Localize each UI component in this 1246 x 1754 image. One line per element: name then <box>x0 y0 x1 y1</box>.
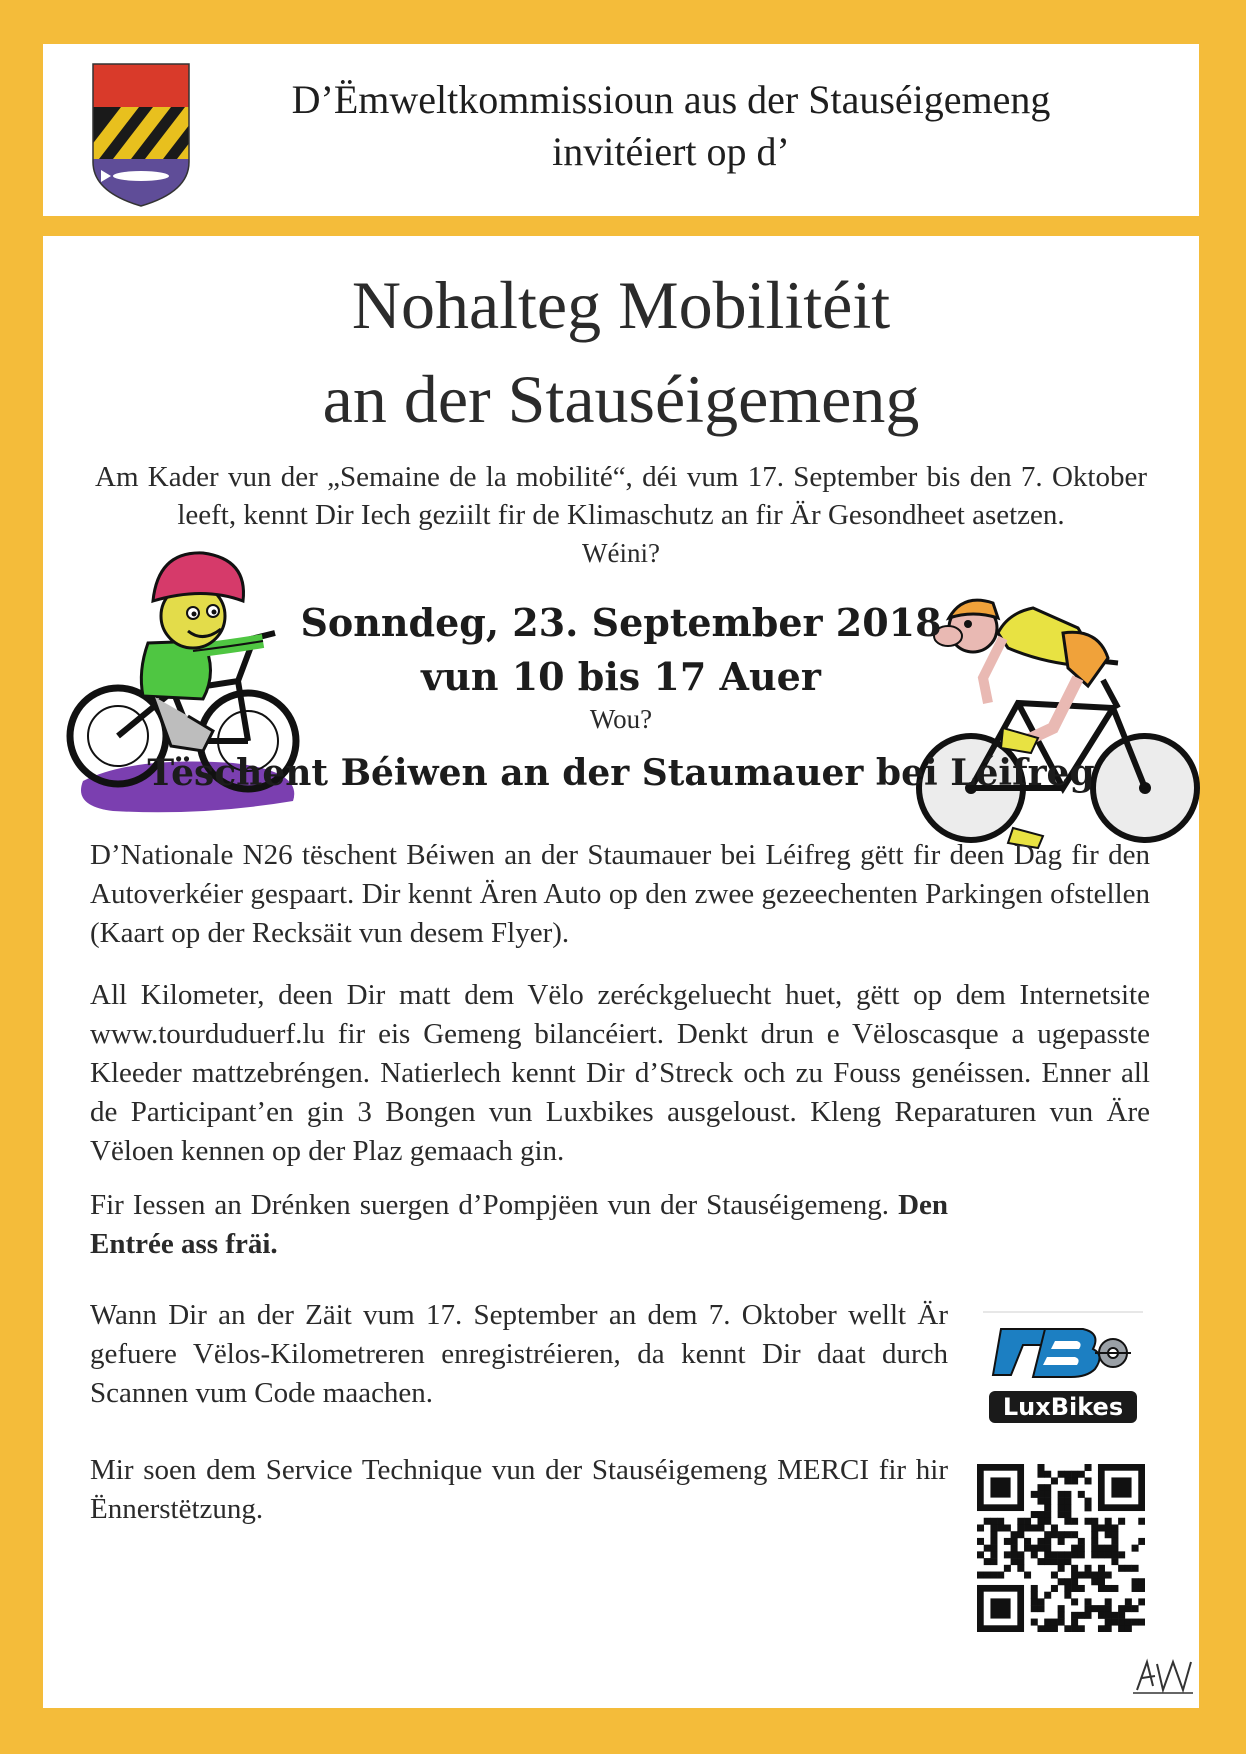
event-location: Tëschent Béiwen an der Staumauer bei Léifreg <box>147 752 1095 794</box>
header-line-1: D’Ëmweltkommissioun aus der Stauséigemeng <box>291 77 1051 122</box>
paragraph-food <box>90 1186 948 1264</box>
event-date: Sonndeg, 23. September 2018 <box>300 600 942 645</box>
header-text <box>203 74 1139 178</box>
when-question: Wéini? <box>582 538 660 568</box>
paragraph-thanks: Mir soen dem Service Technique vun der Stauséigemeng MERCI fir hir Ënnerstëtzung. <box>90 1454 948 1525</box>
luxbikes-logo-text: LuxBikes <box>1002 1393 1124 1421</box>
intro-paragraph: Am Kader vun der „Semaine de la mobilité“, déi vum 17. September bis den 7. Oktober leeft, kennt Dir Iech geziilt fir de Klimaschutz an fir Är Gesondheet asetzen. <box>95 461 1147 531</box>
event-time: vun 10 bis 17 Auer <box>421 654 821 699</box>
main-panel <box>43 236 1199 1708</box>
free-entry-text: Den Entrée ass fräi. <box>90 1189 949 1260</box>
title-line-2: an der Stauséigemeng <box>322 361 920 437</box>
header-panel <box>43 44 1199 216</box>
paragraph-registration: Wann Dir an der Zäit vum 17. September an dem 7. Oktober wellt Är gefuere Vëlos-Kilometreren enregistréieren, da kennt Dir daat durch Scannen vum Code maachen. <box>90 1299 948 1409</box>
luxbikes-logo <box>983 1311 1143 1429</box>
paragraph-kilometers: All Kilometer, deen Dir matt dem Vëlo zeréckgeluecht huet, gëtt op dem Internetsite www.tourduduerf.lu fir eis Gemeng bilancéiert. Denkt drun e Vëloscasque a ugepasste Kleeder mattzebréngen. Natierlech kennt Dir d’Streck och zu Fouss genéissen. Enner all de Participant’en gin 3 Bongen vun Luxbikes ausgeloust. Kleng Reparaturen vun Äre Vëloen kennen op der Plaz gemaach gin. <box>90 979 1150 1167</box>
where-question: Wou? <box>589 704 653 734</box>
paragraph-road-closure: D’Nationale N26 tëschent Béiwen an der Staumauer bei Léifreg gëtt fir deen Dag fir den Autoverkéier gespaart. Dir kennt Ären Auto op den zwee gezeechenten Parkingen ofstellen (Kaart op der Recksäit vun desem Flyer). <box>90 839 1150 949</box>
coat-of-arms-icon <box>91 62 191 208</box>
signature-mark <box>1133 1656 1195 1696</box>
title-line-1: Nohalteg Mobilitéit <box>351 267 891 343</box>
page-title <box>43 258 1199 446</box>
header-line-2: invitéiert op d’ <box>552 129 790 174</box>
qr-code[interactable] <box>977 1464 1145 1632</box>
food-text: Fir Iessen an Drénken suergen d’Pompjëen vun der Stauséigemeng. <box>90 1189 890 1221</box>
